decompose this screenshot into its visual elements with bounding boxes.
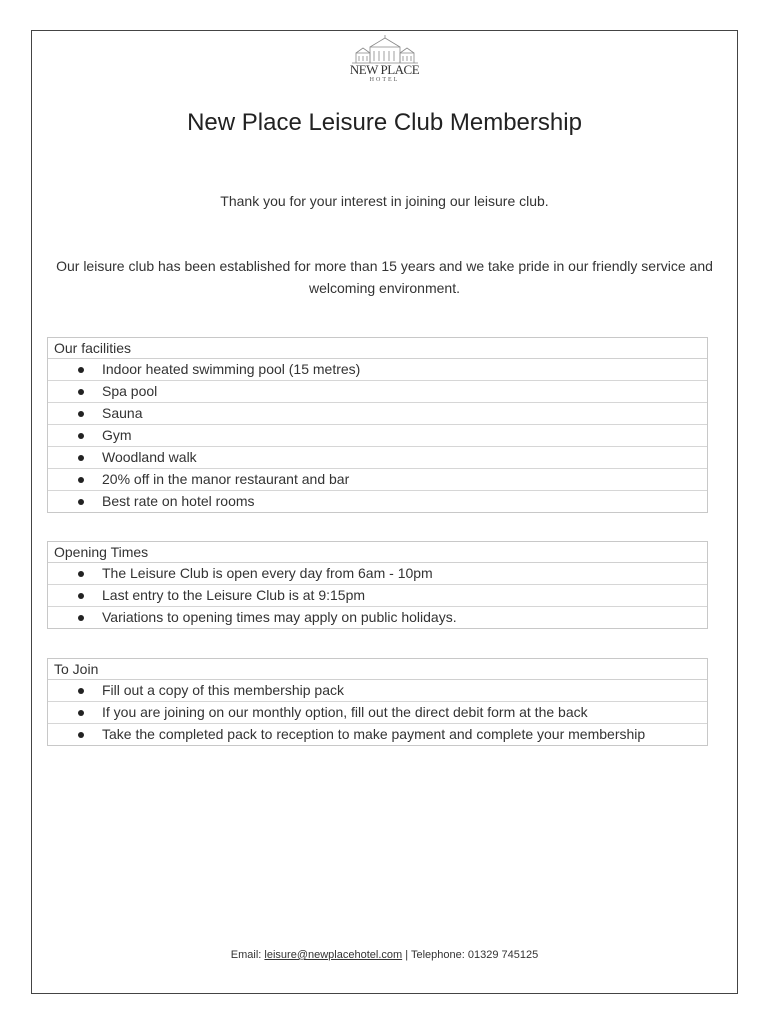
bullet-icon [78,710,84,716]
bullet-icon [78,688,84,694]
opening-text: Last entry to the Leisure Club is at 9:15pm [102,587,366,603]
facilities-table [47,337,708,513]
to-join-heading: To Join [48,659,707,680]
list-item [48,359,707,381]
join-text: Fill out a copy of this membership pack [102,682,344,698]
email-label: Email: [230,949,262,961]
list-item [48,724,707,745]
list-item [48,491,707,512]
list-item [48,425,707,447]
bullet-icon [78,477,84,483]
list-item [48,403,707,425]
opening-times-table [47,541,708,629]
list-item [48,381,707,403]
bullet-icon [78,499,84,505]
facility-text: Sauna [102,405,143,421]
bullet-icon [78,455,84,461]
bullet-icon [78,571,84,577]
list-item [48,563,707,585]
facility-text: Indoor heated swimming pool (15 metres) [102,361,361,377]
bullet-icon [78,615,84,621]
join-text: Take the completed pack to reception to make payment and complete your membership [102,726,646,742]
document-page [31,30,738,994]
bullet-icon [78,732,84,738]
footer-separator: | [405,949,409,961]
logo-name: NEW PLACE [349,62,420,77]
list-item [48,585,707,607]
list-item [48,607,707,628]
opening-text: Variations to opening times may apply on public holidays. [102,609,457,625]
join-text: If you are joining on our monthly option, fill out the direct debit form at the back [102,704,588,720]
bullet-icon [78,389,84,395]
email-link[interactable]: leisure@newplacehotel.com [264,949,403,961]
facility-text: Woodland walk [102,449,197,465]
list-item [48,469,707,491]
facility-text: Spa pool [102,383,158,399]
bullet-icon [78,433,84,439]
about-text: Our leisure club has been established for more than 15 years and we take pride in our friendly service and welcoming environment. [56,258,713,296]
list-item [48,702,707,724]
contact-footer [32,949,737,961]
hotel-logo [32,35,737,95]
bullet-icon [78,411,84,417]
to-join-table [47,658,708,746]
page-title: New Place Leisure Club Membership [187,109,582,136]
facilities-heading: Our facilities [48,338,707,359]
bullet-icon [78,593,84,599]
facility-text: Best rate on hotel rooms [102,493,255,509]
facility-text: Gym [102,427,132,443]
logo-subtitle: HOTEL [369,77,400,83]
manor-house-icon [350,35,420,65]
opening-times-heading: Opening Times [48,542,707,563]
facility-text: 20% off in the manor restaurant and bar [102,471,350,487]
list-item [48,447,707,469]
opening-text: The Leisure Club is open every day from 6am - 10pm [102,565,433,581]
telephone-label: Telephone: [410,949,465,961]
intro-text: Thank you for your interest in joining our leisure club. [220,193,549,209]
bullet-icon [78,367,84,373]
list-item [48,680,707,702]
telephone-number: 01329 745125 [467,949,539,961]
